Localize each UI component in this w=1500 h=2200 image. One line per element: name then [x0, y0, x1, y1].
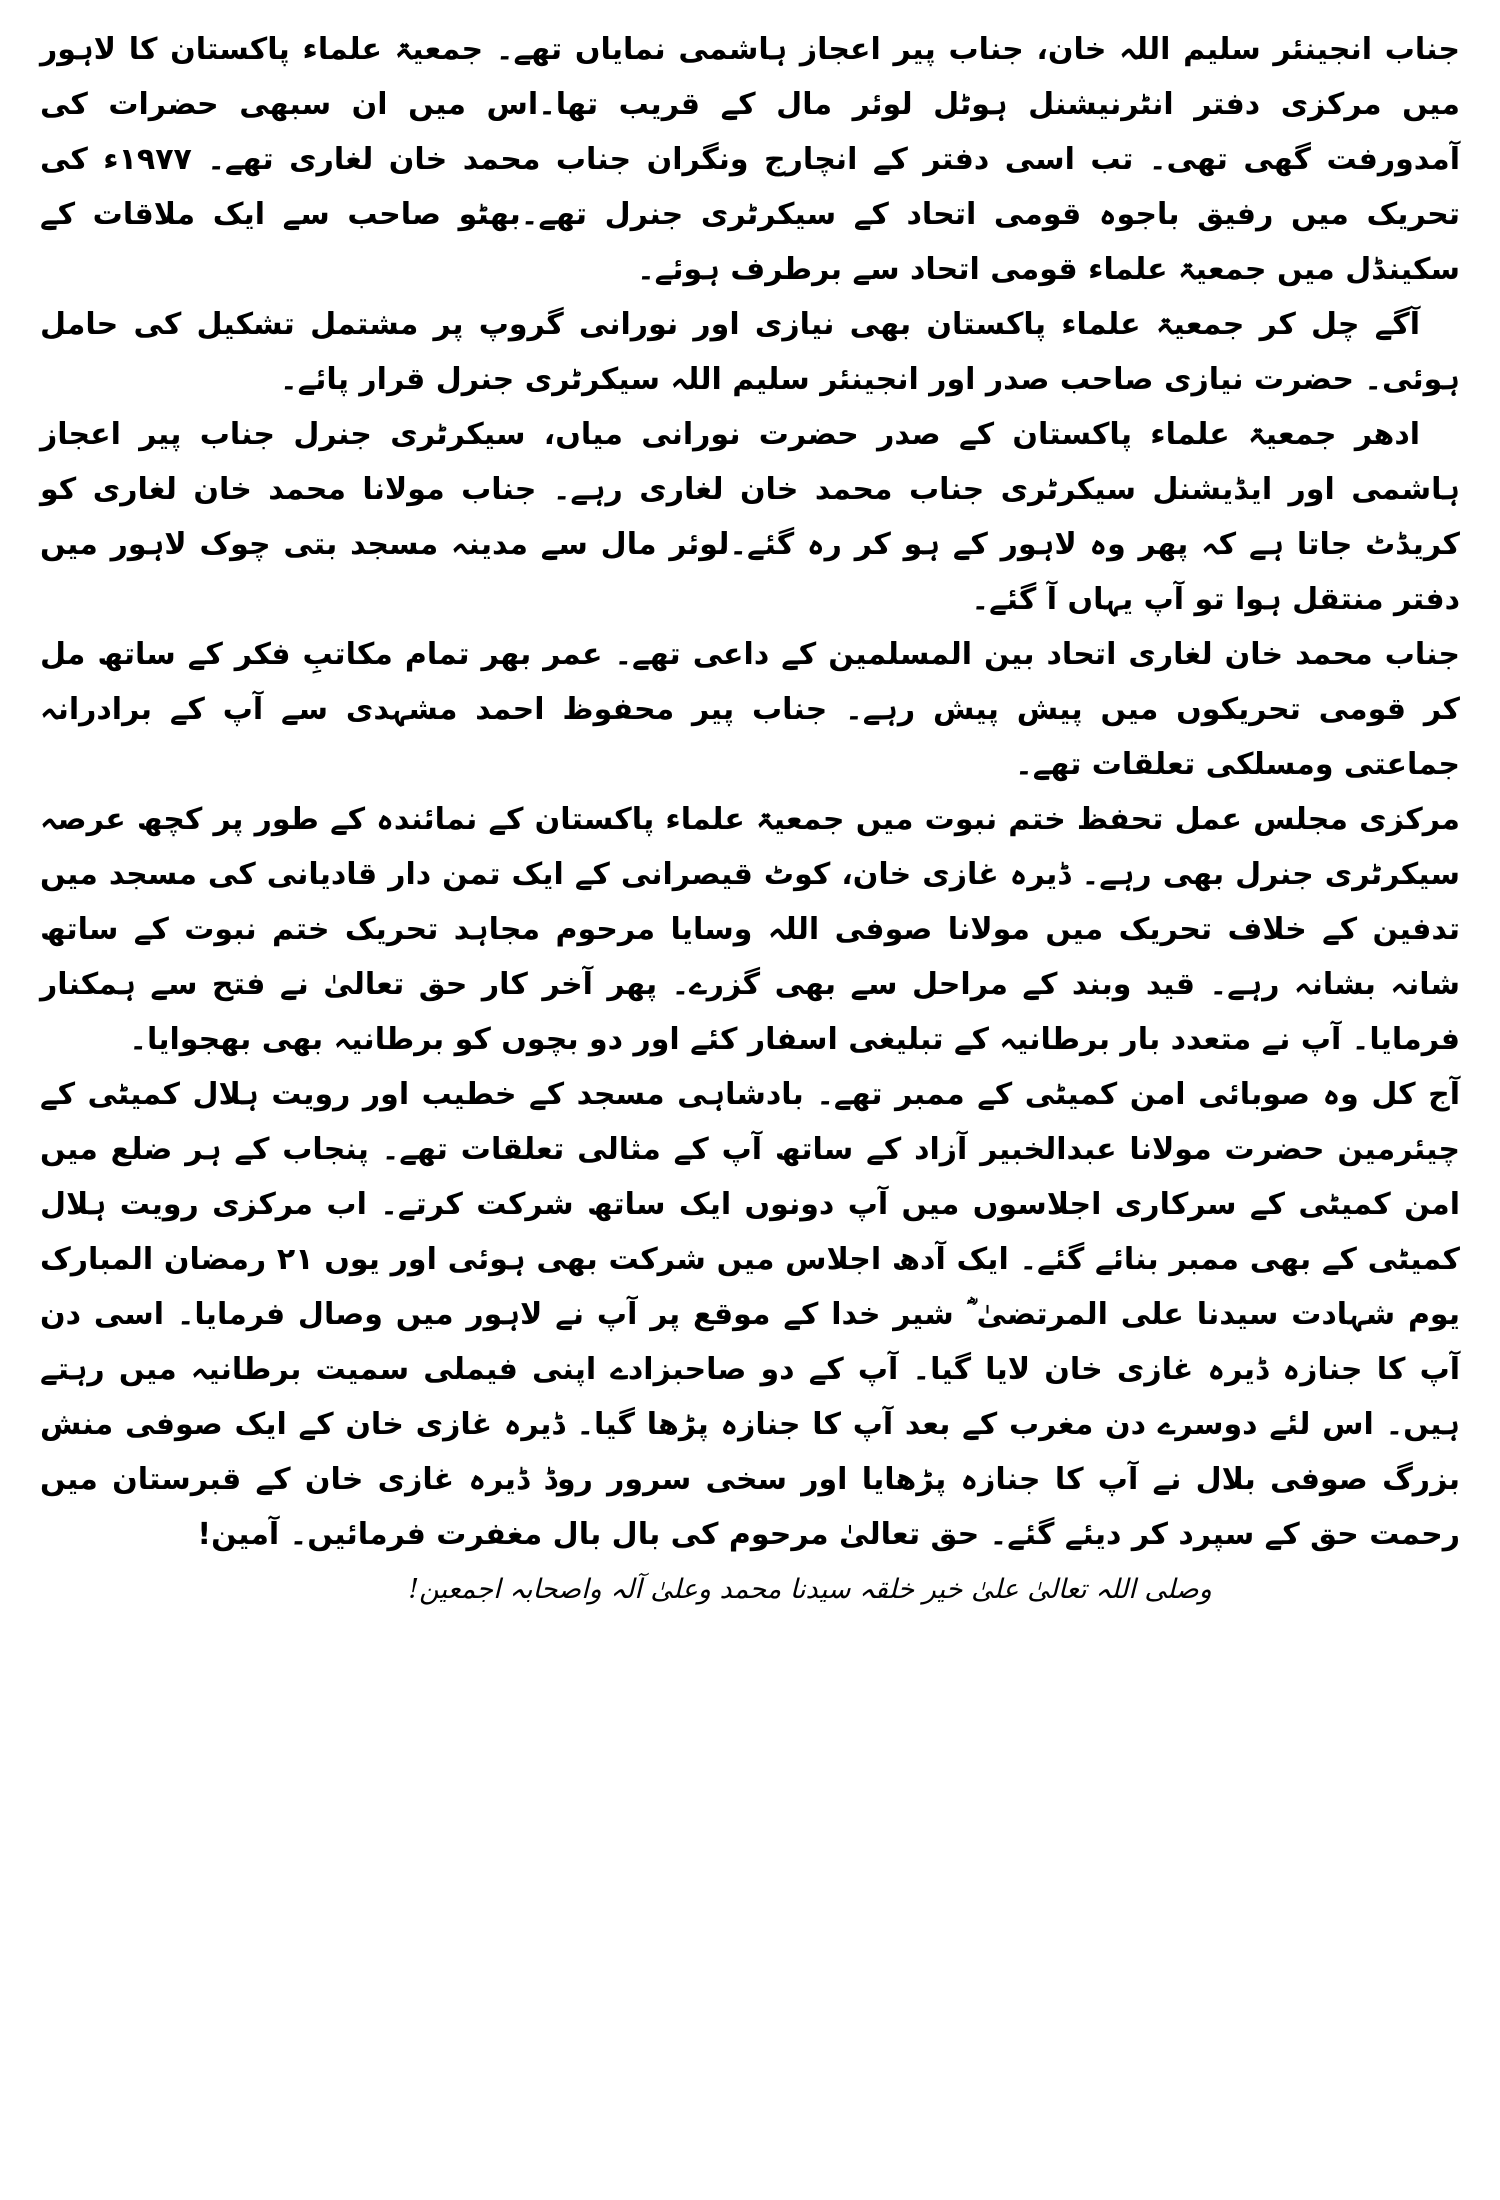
paragraph-6: آج کل وہ صوبائی امن کمیٹی کے ممبر تھے۔ بادشاہی مسجد کے خطیب اور رویت ہلال کمیٹی کے چیئرمین حضرت مولانا عبدالخبیر آزاد کے ساتھ آپ کے مثالی تعلقات تھے۔ پنجاب کے ہر ضلع میں امن کمیٹی کے سرکاری اجلاسوں میں آپ دونوں ایک ساتھ شرکت کرتے۔ اب مرکزی رویت ہلال کمیٹی کے بھی ممبر بنائے گئے۔ ایک آدھ اجلاس میں شرکت بھی ہوئی اور یوں ۲۱ رمضان المبارک یوم شہادت سیدنا علی المرتضیٰ ؓ شیر خدا کے موقع پر آپ نے لاہور میں وصال فرمایا۔ اسی دن آپ کا جنازہ ڈیرہ غازی خان لایا گیا۔ آپ کے دو صاحبزادے اپنی فیملی سمیت برطانیہ میں رہتے ہیں۔ اس لئے دوسرے دن مغرب کے بعد آپ کا جنازہ پڑھا گیا۔ ڈیرہ غازی خان کے ایک صوفی منش بزرگ صوفی بلال نے آپ کا جنازہ پڑھایا اور سخی سرور روڈ ڈیرہ غازی خان کے قبرستان میں رحمت حق کے سپرد کر دیئے گئے۔ حق تعالیٰ مرحوم کی بال بال مغفرت فرمائیں۔ آمین!: [40, 1077, 1461, 1552]
paragraph-4: جناب محمد خان لغاری اتحاد بین المسلمین کے داعی تھے۔ عمر بھر تمام مکاتبِ فکر کے ساتھ مل کر قومی تحریکوں میں پیش پیش رہے۔ جناب پیر محفوظ احمد مشہدی سے آپ کے برادرانہ جماعتی ومسلکی تعلقات تھے۔: [40, 637, 1460, 782]
paragraph-1: جناب انجینئر سلیم اللہ خان، جناب پیر اعجاز ہاشمی نمایاں تھے۔ جمعیۃ علماء پاکستان کا لاہور میں مرکزی دفتر انٹرنیشنل ہوٹل لوئر مال کے قریب تھا۔اس میں ان سبھی حضرات کی آمدورفت گھی تھی۔ تب اسی دفتر کے انچارج ونگران جناب محمد خان لغاری تھے۔ ۱۹۷۷ء کی تحریک میں رفیق باجوہ قومی اتحاد کے سیکرٹری جنرل تھے۔بھٹو صاحب سے ایک ملاقات کے سکینڈل میں جمعیۃ علماء قومی اتحاد سے برطرف ہوئے۔: [40, 32, 1460, 287]
article-body: [40, 22, 1460, 1562]
paragraph-3: ادھر جمعیۃ علماء پاکستان کے صدر حضرت نورانی میاں، سیکرٹری جنرل جناب پیر اعجاز ہاشمی اور ایڈیشنل سیکرٹری جناب محمد خان لغاری رہے۔ جناب مولانا محمد خان لغاری کو کریڈٹ جاتا ہے کہ پھر وہ لاہور کے ہو کر رہ گئے۔لوئر مال سے مدینہ مسجد بتی چوک لاہور میں دفتر منتقل ہوا تو آپ یہاں آ گئے۔: [40, 417, 1460, 617]
closing-benediction: وصلی اللہ تعالیٰ علیٰ خیر خلقہ سیدنا محمد وعلیٰ آلہ واصحابہ اجمعین!: [408, 1574, 1212, 1605]
paragraph-5: مرکزی مجلس عمل تحفظ ختم نبوت میں جمعیۃ علماء پاکستان کے نمائندہ کے طور پر کچھ عرصہ سیکرٹری جنرل بھی رہے۔ ڈیرہ غازی خان، کوٹ قیصرانی کے ایک تمن دار قادیانی کی مسجد میں تدفین کے خلاف تحریک میں مولانا صوفی اللہ وسایا مرحوم مجاہد تحریک ختم نبوت کے ساتھ شانہ بشانہ رہے۔ قید وبند کے مراحل سے بھی گزرے۔ پھر آخر کار حق تعالیٰ نے فتح سے ہمکنار فرمایا۔ آپ نے متعدد بار برطانیہ کے تبلیغی اسفار کئے اور دو بچوں کو برطانیہ بھی بھجوایا۔: [40, 802, 1460, 1057]
paragraph-2: آگے چل کر جمعیۃ علماء پاکستان بھی نیازی اور نورانی گروپ پر مشتمل تشکیل کی حامل ہوئی۔ حضرت نیازی صاحب صدر اور انجینئر سلیم اللہ سیکرٹری جنرل قرار پائے۔: [40, 307, 1460, 397]
